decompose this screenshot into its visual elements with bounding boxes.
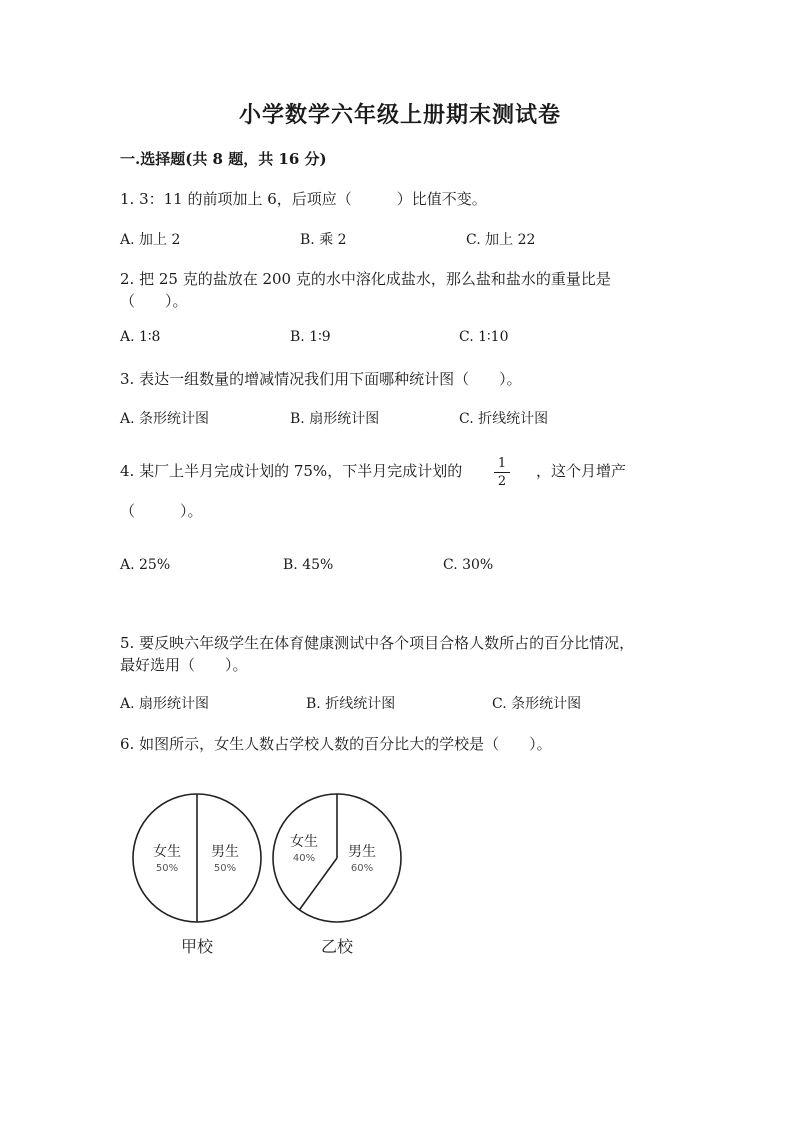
section-heading: 一.选择题(共 8 题，共 16 分) — [120, 150, 327, 168]
question-1: 1. 3：11 的前项加上 6，后项应（ ）比值不变。 — [120, 190, 487, 208]
question-4-text-before: 4. 某厂上半月完成计划的 75%，下半月完成计划的 — [120, 462, 463, 480]
question-4-text-after: ，这个月增产 — [536, 462, 627, 480]
q4-option-a[interactable]: A. 25% — [120, 557, 171, 573]
q3-option-a[interactable]: A. 条形统计图 — [120, 411, 210, 427]
pie-1-title: 乙校 — [320, 937, 354, 956]
question-3: 3. 表达一组数量的增减情况我们用下面哪种统计图（ ）。 — [120, 370, 522, 388]
fraction-denominator: 2 — [497, 474, 507, 489]
page-title: 小学数学六年级上册期末测试卷 — [238, 102, 561, 128]
q1-option-a[interactable]: A. 加上 2 — [120, 232, 181, 248]
q4-option-c[interactable]: C. 30% — [443, 557, 494, 573]
pie-0-category-1: 男生 — [211, 844, 239, 860]
q4-option-b[interactable]: B. 45% — [283, 557, 334, 573]
fraction-numerator: 1 — [497, 456, 507, 471]
question-4-line-2: （ ）。 — [120, 502, 203, 520]
pie-0-percent-0: 50% — [155, 863, 179, 874]
q1-option-c[interactable]: C. 加上 22 — [466, 232, 536, 248]
q3-option-b[interactable]: B. 扇形统计图 — [290, 411, 380, 427]
q5-option-a[interactable]: A. 扇形统计图 — [120, 696, 210, 712]
q2-option-c[interactable]: C. 1∶10 — [459, 329, 509, 345]
q2-option-a[interactable]: A. 1∶8 — [120, 329, 161, 345]
pie-0-percent-1: 50% — [213, 863, 237, 874]
pie-0-title: 甲校 — [180, 937, 214, 956]
question-2-line-2: （ ）。 — [120, 292, 188, 310]
question-5-line-2: 最好选用（ ）。 — [120, 656, 248, 674]
pie-1-percent-1: 60% — [350, 863, 374, 874]
question-2-line-1: 2. 把 25 克的盐放在 200 克的水中溶化成盐水，那么盐和盐水的重量比是 — [120, 270, 611, 288]
pie-0-category-0: 女生 — [153, 844, 181, 860]
question-6: 6. 如图所示，女生人数占学校人数的百分比大的学校是（ ）。 — [120, 735, 552, 753]
pie-1-category-1: 男生 — [348, 844, 376, 860]
q1-option-b[interactable]: B. 乘 2 — [300, 232, 347, 248]
q2-option-b[interactable]: B. 1∶9 — [290, 329, 331, 345]
pie-1-percent-0: 40% — [292, 853, 316, 864]
q5-option-b[interactable]: B. 折线统计图 — [306, 696, 396, 712]
q3-option-c[interactable]: C. 折线统计图 — [459, 411, 549, 427]
pie-1-category-0: 女生 — [290, 834, 318, 850]
pie-1-divider-slice — [299, 858, 337, 910]
question-5-line-1: 5. 要反映六年级学生在体育健康测试中各个项目合格人数所占的百分比情况， — [120, 634, 635, 652]
q5-option-c[interactable]: C. 条形统计图 — [492, 696, 582, 712]
